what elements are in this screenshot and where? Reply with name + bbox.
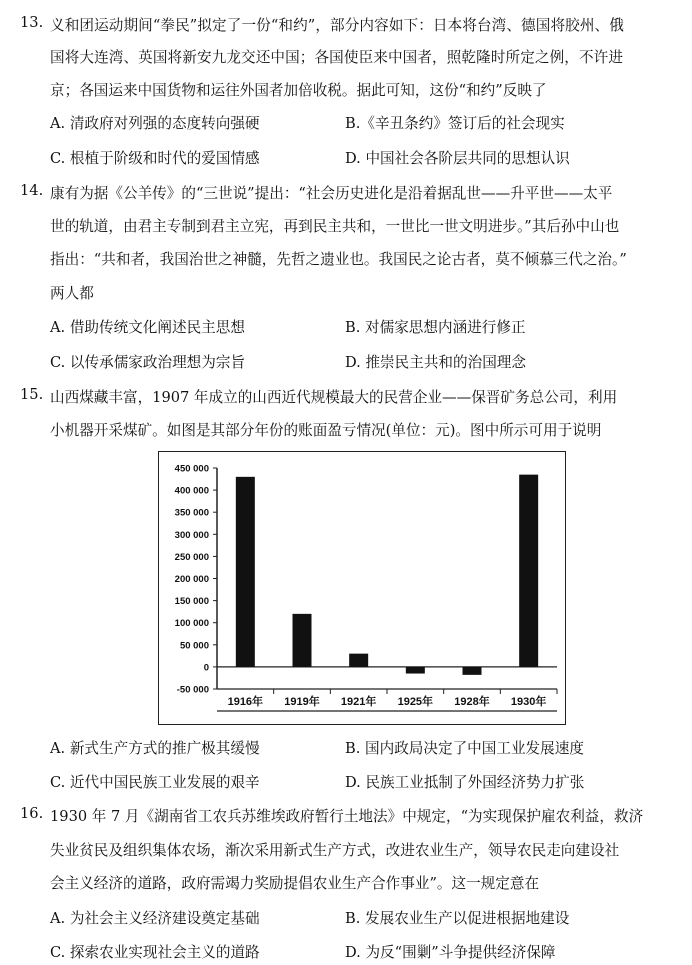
question-text-line: 京；各国运来中国货物和运往外国者加倍收税。据此可知，这份“和约”反映了: [50, 82, 547, 99]
x-category-label: 1925年: [397, 696, 434, 708]
question-text-line: 国将大连湾、英国将新安九龙交还中国；各国使臣来中国者，照乾隆时所定之例，不许进: [50, 49, 624, 66]
option-c: C. 探索农业实现社会主义的道路: [50, 944, 260, 961]
x-category-label: 1916年: [227, 696, 264, 708]
question-text-line: 指出：“共和者，我国治世之神髓，先哲之遗业也。我国民之论古者，莫不倾慕三代之治。”: [50, 251, 627, 268]
y-tick-label: -50 000: [176, 684, 209, 696]
y-tick-label: 100 000: [174, 618, 209, 630]
bar-3: [349, 654, 368, 667]
option-a: A. 新式生产方式的推广极其缓慢: [50, 740, 260, 757]
option-d: D. 为反“围剿”斗争提供经济保障: [345, 944, 556, 961]
option-d: D. 中国社会各阶层共同的思想认识: [345, 150, 570, 167]
x-category-label: 1921年: [340, 696, 377, 708]
question-text-line: 山西煤藏丰富，1907 年成立的山西近代规模最大的民营企业——保晋矿务总公司，利用: [50, 389, 618, 406]
profit-loss-chart: [158, 451, 566, 725]
option-b: B. 发展农业生产以促进根据地建设: [345, 910, 570, 927]
question-text-line: 两人都: [50, 285, 94, 302]
bar-5: [463, 667, 482, 675]
question-text-line: 小机器开采煤矿。如图是其部分年份的账面盈亏情况(单位：元)。图中所示可用于说明: [50, 422, 602, 439]
question-number: 16.: [20, 805, 44, 822]
x-category-label: 1930年: [510, 696, 547, 708]
question-text-line: 会主义经济的道路，政府需竭力奖励提倡农业生产合作事业”。这一规定意在: [50, 875, 540, 892]
y-tick-label: 250 000: [174, 551, 209, 563]
option-a: A. 为社会主义经济建设奠定基础: [50, 910, 260, 927]
bar-6: [519, 475, 538, 667]
option-b: B.《辛丑条约》签订后的社会现实: [345, 115, 565, 132]
question-text-line: 失业贫民及组织集体农场，渐次采用新式生产方式，改进农业生产，领导农民走向建设社: [50, 842, 620, 859]
option-b: B. 国内政局决定了中国工业发展速度: [345, 740, 584, 757]
bar-chart-svg: [159, 452, 565, 724]
question-text-line: 康有为据《公羊传》的“三世说”提出：“社会历史进化是沿着据乱世——升平世——太平: [50, 185, 613, 202]
y-tick-label: 200 000: [174, 574, 209, 585]
question-text-line: 世的轨道，由君主专制到君主立宪，再到民主共和，一世比一世文明进步。”其后孙中山也: [50, 218, 620, 235]
y-tick-label: 50 000: [179, 640, 209, 652]
option-c: C. 以传承儒家政治理想为宗旨: [50, 354, 246, 371]
bar-2: [293, 614, 312, 667]
y-tick-label: 450 000: [174, 463, 209, 475]
option-b: B. 对儒家思想内涵进行修正: [345, 319, 526, 336]
question-number: 13.: [20, 14, 44, 31]
question-number: 15.: [20, 386, 44, 403]
option-c: C. 近代中国民族工业发展的艰辛: [50, 774, 260, 791]
option-a: A. 清政府对列强的态度转向强硬: [50, 115, 260, 132]
bar-1: [236, 477, 255, 667]
x-category-label: 1919年: [284, 696, 320, 708]
y-tick-label: 150 000: [174, 596, 209, 608]
y-tick-label: 350 000: [174, 507, 209, 519]
option-d: D. 民族工业抵制了外国经济势力扩张: [345, 774, 585, 791]
option-d: D. 推崇民主共和的治国理念: [345, 354, 526, 371]
question-number: 14.: [20, 182, 44, 199]
option-a: A. 借助传统文化阐述民主思想: [50, 319, 245, 336]
bar-4: [406, 667, 425, 674]
y-tick-label: 300 000: [174, 529, 209, 541]
x-category-label: 1928年: [454, 696, 490, 708]
y-tick-label: 400 000: [174, 485, 209, 497]
question-text-line: 义和团运动期间“拳民”拟定了一份“和约”，部分内容如下：日本将台湾、德国将胶州、俄: [50, 17, 624, 34]
question-text-line: 1930 年 7 月《湖南省工农兵苏维埃政府暂行土地法》中规定，“为实现保护雇农利益，救济: [50, 808, 644, 825]
option-c: C. 根植于阶级和时代的爱国情感: [50, 150, 260, 167]
y-tick-label: 0: [203, 662, 209, 674]
